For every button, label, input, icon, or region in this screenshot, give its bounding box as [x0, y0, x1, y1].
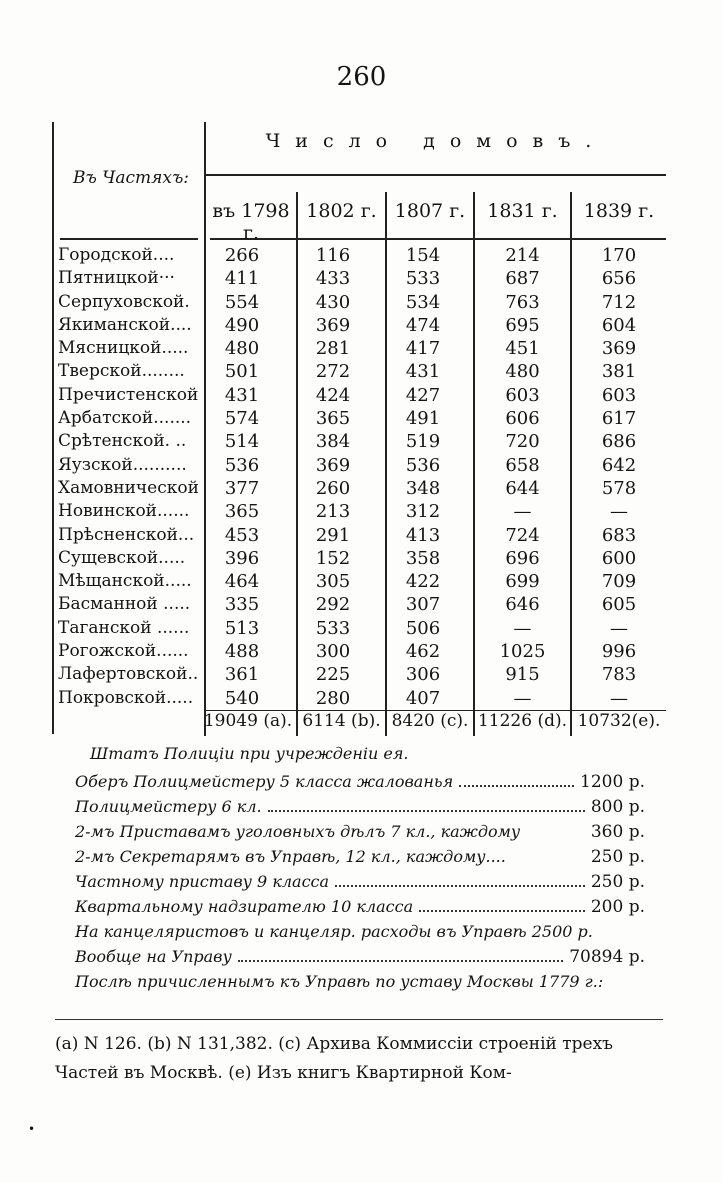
table-row	[0, 500, 723, 523]
staff-line-text: Оберъ Полицмейстеру 5 класса жалованья	[75, 772, 454, 791]
cell: 554	[224, 291, 260, 313]
district-name: Таганской ......	[58, 617, 190, 638]
cell: —	[513, 687, 532, 709]
staff-title: Штатъ Полиціи при учрежденіи ея.	[90, 744, 409, 763]
table-row	[0, 617, 723, 640]
table-body	[0, 244, 723, 710]
table-row	[0, 430, 723, 453]
table-row	[0, 524, 723, 547]
table-row	[0, 267, 723, 290]
staff-line	[75, 847, 645, 872]
cell: 699	[505, 571, 540, 593]
staff-line	[75, 947, 645, 972]
district-name: Сущевской.....	[58, 547, 186, 568]
cell: 430	[315, 291, 351, 313]
leader-dots	[419, 909, 585, 912]
cell: 312	[405, 501, 441, 523]
cell: 656	[601, 268, 637, 290]
cell: 358	[405, 547, 441, 569]
cell: 491	[405, 408, 441, 430]
cell: 417	[405, 338, 441, 360]
cell: 377	[224, 477, 260, 499]
cell: 361	[224, 664, 260, 686]
staff-line	[75, 972, 645, 997]
cell: —	[610, 687, 628, 709]
year-header-1802: 1802 г.	[306, 200, 377, 222]
total-1831: 11226 (d).	[477, 711, 568, 731]
cell: 712	[601, 291, 637, 313]
staff-line-amount: 360 р.	[590, 822, 645, 842]
district-name: Рогожской......	[58, 641, 189, 662]
cell: 488	[224, 641, 260, 663]
cell: 474	[405, 314, 441, 336]
leader-dots	[335, 884, 585, 887]
cell: 369	[315, 314, 351, 336]
year-header-1807: 1807 г.	[394, 200, 466, 222]
cell: 513	[224, 617, 260, 639]
cell: 603	[601, 384, 637, 406]
table-row	[0, 291, 723, 314]
cell: 291	[315, 524, 351, 546]
district-name: Пятницкой···	[58, 268, 175, 289]
staff-line-amount: 250 р.	[590, 847, 645, 867]
cell: 696	[505, 547, 540, 569]
cell: 225	[315, 664, 351, 686]
cell: 305	[315, 571, 351, 593]
cell: 266	[224, 245, 260, 266]
staff-line-amount: 200 р.	[590, 897, 645, 917]
cell: 480	[224, 338, 260, 360]
cell: 686	[601, 431, 637, 453]
staff-line-text: Вообще на Управу	[75, 947, 232, 966]
cell: 300	[315, 641, 351, 663]
table-row	[0, 314, 723, 337]
cell: 213	[315, 501, 351, 523]
cell: 365	[224, 501, 260, 523]
cell: 433	[315, 268, 351, 290]
cell: 413	[405, 524, 441, 546]
cell: 534	[405, 291, 441, 313]
staff-line-amount: 800 р.	[590, 797, 645, 817]
cell: 490	[224, 314, 260, 336]
cell: 307	[405, 594, 441, 616]
staff-line-amount: 1200 р.	[580, 772, 645, 792]
staff-line	[75, 872, 645, 897]
cell: 152	[315, 547, 351, 569]
table-row	[0, 593, 723, 616]
cell: 407	[405, 687, 441, 709]
cell: 519	[405, 431, 441, 453]
cell: 335	[224, 594, 260, 616]
cell: 915	[505, 664, 540, 686]
cell: 605	[601, 594, 637, 616]
staff-line	[75, 897, 645, 922]
staff-line-amount: 250 р.	[590, 872, 645, 892]
cell: 709	[601, 571, 637, 593]
cell: 536	[405, 454, 441, 476]
staff-line-text: Послѣ причисленнымъ къ Управѣ по уставу Москвы 1779 г.:	[75, 972, 604, 991]
staff-line	[75, 822, 645, 847]
cell: 644	[505, 477, 540, 499]
cell: 451	[505, 338, 540, 360]
total-1798: 19049 (a).	[203, 711, 293, 731]
district-name: Хамовнической	[58, 477, 199, 498]
district-name: Покровской.....	[58, 687, 194, 708]
cell: 578	[601, 477, 637, 499]
table-row	[0, 337, 723, 360]
district-name: Новинской......	[58, 501, 190, 522]
table-row	[0, 244, 723, 267]
names-header-rule	[60, 238, 198, 240]
cell: 369	[601, 338, 637, 360]
cell: 646	[505, 594, 540, 616]
footnote: (a) N 126. (b) N 131,382. (c) Архива Коммиссіи строеній трехъ Частей въ Москвѣ. (e) Изъ книгъ Квартирной Ком-	[55, 1034, 613, 1083]
cell: 533	[405, 268, 441, 290]
cell: 763	[505, 291, 540, 313]
cell: 281	[315, 338, 351, 360]
cell: 687	[505, 268, 540, 290]
total-1802: 6114 (b).	[302, 711, 381, 731]
district-name: Мѣщанской.....	[58, 571, 192, 592]
cell: 381	[601, 361, 637, 383]
row-header: Въ Частяхъ:	[72, 168, 190, 188]
cell: 695	[505, 314, 540, 336]
table-row	[0, 477, 723, 500]
cell: 427	[405, 384, 441, 406]
year-header-1831: 1831 г.	[487, 200, 558, 222]
cell: 431	[405, 361, 441, 383]
cell: 996	[601, 641, 637, 663]
cell: 533	[315, 617, 351, 639]
cell: 1025	[499, 641, 546, 663]
cell: 606	[505, 408, 540, 430]
staff-line-text: На канцеляристовъ и канцеляр. расходы въ Управѣ 2500 р.	[75, 922, 593, 941]
year-header-1839: 1839 г.	[583, 200, 655, 222]
cell: 540	[224, 687, 260, 709]
cell: 536	[224, 454, 260, 476]
cell: 462	[405, 641, 441, 663]
table-row	[0, 454, 723, 477]
district-name: Арбатской.......	[58, 408, 192, 429]
cell: —	[513, 617, 532, 639]
cell: 280	[315, 687, 351, 709]
cell: 422	[405, 571, 441, 593]
cell: 411	[224, 268, 260, 290]
cell: 424	[315, 384, 351, 406]
leader-dots	[526, 836, 585, 837]
district-name: Срѣтенской. ..	[58, 431, 187, 452]
staff-line	[75, 797, 645, 822]
cell: 272	[315, 361, 351, 383]
cell: 464	[224, 571, 260, 593]
cell: 720	[505, 431, 540, 453]
district-name: Лафертовской..	[58, 664, 199, 685]
staff-line	[75, 922, 645, 947]
cell: 480	[505, 361, 540, 383]
district-name: Серпуховской.	[58, 291, 190, 312]
header-rule-top	[204, 174, 666, 176]
cell: 642	[601, 454, 637, 476]
cell: 369	[315, 454, 351, 476]
cell: 453	[224, 524, 260, 546]
leader-dots	[459, 784, 574, 787]
district-name: Яузской..........	[58, 454, 187, 475]
table-row	[0, 547, 723, 570]
district-name: Прѣсненской...	[58, 524, 195, 545]
district-name: Пречистенской	[58, 384, 199, 405]
table-row	[0, 570, 723, 593]
cell: 214	[505, 245, 540, 266]
total-1807: 8420 (c).	[391, 711, 469, 731]
cell: 683	[601, 524, 637, 546]
total-1839: 10732(e).	[577, 711, 661, 731]
cell: 724	[505, 524, 540, 546]
staff-line-text: 2-мъ Приставамъ уголовныхъ дѣлъ 7 кл., каждому	[75, 822, 521, 841]
leader-dots	[268, 809, 585, 812]
table-row	[0, 384, 723, 407]
cell: 501	[224, 361, 260, 383]
table-group-header: Число домовъ.	[265, 130, 607, 152]
cell: 600	[601, 547, 637, 569]
staff-line-text: Частному приставу 9 класса	[75, 872, 330, 891]
table-row	[0, 360, 723, 383]
page-number: 260	[336, 62, 387, 92]
cell: 170	[601, 245, 637, 266]
cell: 292	[315, 594, 351, 616]
cell: 431	[224, 384, 260, 406]
cell: 574	[224, 408, 260, 430]
staff-line-text: 2-мъ Секретарямъ въ Управѣ, 12 кл., каждому....	[75, 847, 506, 866]
cell: 365	[315, 408, 351, 430]
district-name: Якиманской....	[58, 314, 192, 335]
cell: 506	[405, 617, 441, 639]
table-row	[0, 687, 723, 710]
staff-line	[75, 772, 645, 797]
staff-line-amount: 70894 р.	[569, 947, 645, 967]
cell: 617	[601, 408, 637, 430]
district-name: Мясницкой.....	[58, 338, 189, 359]
cell: —	[610, 617, 628, 639]
leader-dots	[238, 959, 563, 962]
staff-line-text: Полицмейстеру 6 кл.	[75, 797, 262, 816]
page-mark: •	[28, 1122, 36, 1136]
staff-list	[75, 772, 645, 997]
district-name: Городской....	[58, 245, 175, 265]
table-row	[0, 663, 723, 686]
cell: 348	[405, 477, 441, 499]
cell: 603	[505, 384, 540, 406]
cell: —	[513, 501, 532, 523]
cell: 658	[505, 454, 540, 476]
cell: 514	[224, 431, 260, 453]
table-row	[0, 640, 723, 663]
cell: 604	[601, 314, 637, 336]
table-row	[0, 407, 723, 430]
cell: 306	[405, 664, 441, 686]
district-name: Тверской........	[58, 361, 185, 382]
cell: 116	[315, 245, 351, 266]
staff-line-text: Квартальному надзирателю 10 класса	[75, 897, 414, 916]
leader-dots	[512, 861, 585, 862]
district-name: Басманной .....	[58, 594, 191, 615]
cell: —	[610, 501, 628, 523]
footnote-rule	[55, 1019, 663, 1020]
cell: 384	[315, 431, 351, 453]
cell: 260	[315, 477, 351, 499]
year-header-1798: въ 1798 г.	[212, 200, 290, 244]
cell: 783	[601, 664, 637, 686]
cell: 154	[405, 245, 441, 266]
cell: 396	[224, 547, 260, 569]
